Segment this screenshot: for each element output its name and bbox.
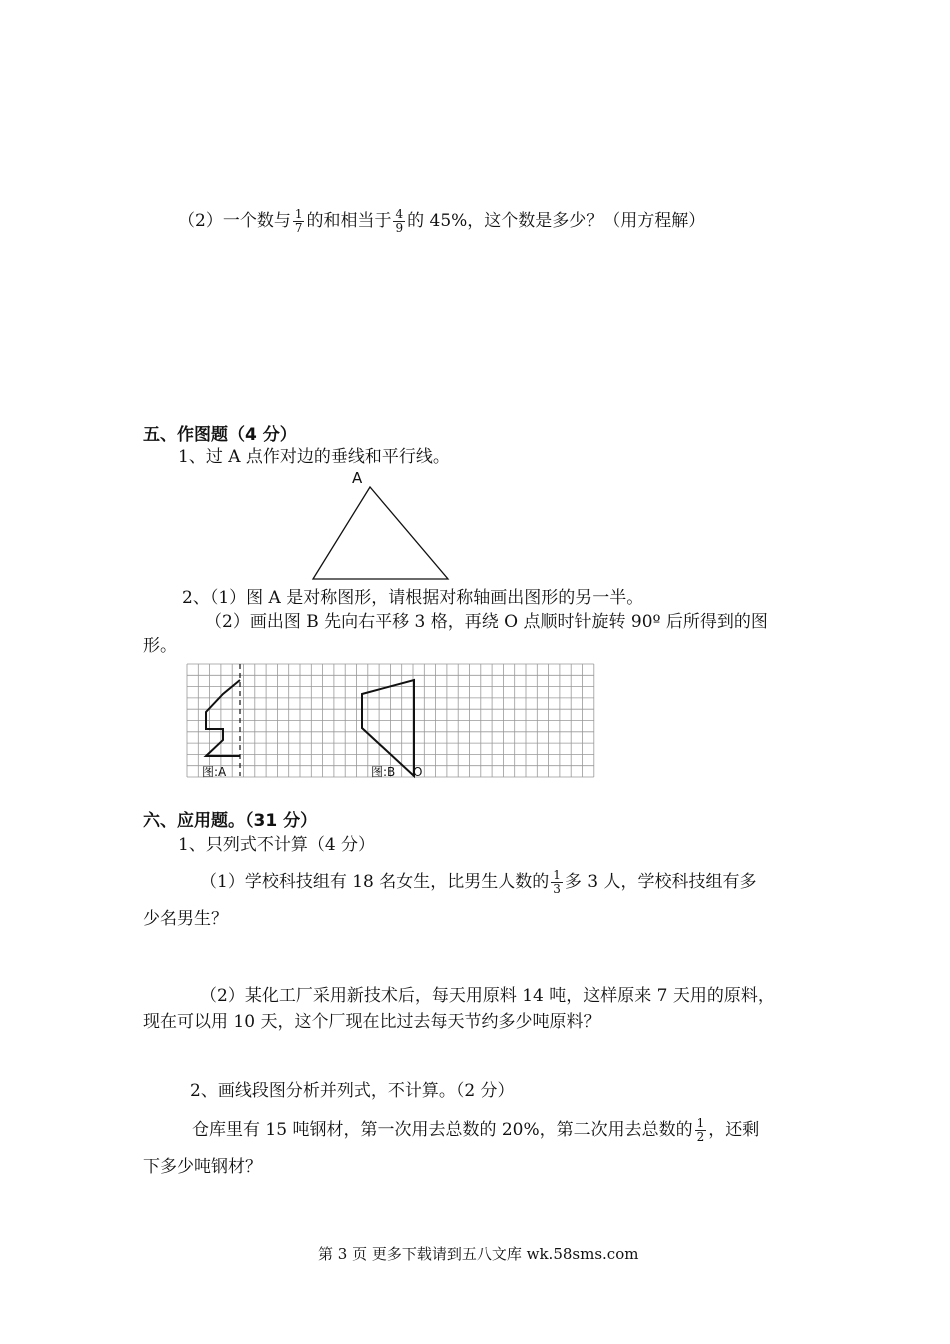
equation-question-part1: （2）一个数与 <box>178 211 291 231</box>
section5-question2-line1: 2、（1）图 A 是对称图形，请根据对称轴画出图形的另一半。 <box>182 588 644 608</box>
fraction-one-third: $\frac{1}{3}$ <box>553 868 561 896</box>
point-o-label: O <box>413 765 423 779</box>
section5-question1: 1、过 A 点作对边的垂线和平行线。 <box>178 447 450 467</box>
problem3-line1 <box>192 1117 759 1144</box>
problem1-line2: 少名男生？ <box>143 909 228 929</box>
triangle-figure <box>0 465 950 605</box>
section5-title: 五、作图题（4 分） <box>143 425 297 445</box>
fraction-four-ninths: $\frac{4}{9}$ <box>395 207 404 235</box>
grid-figure <box>180 660 600 780</box>
figure-b-label: 图:B <box>371 765 396 779</box>
triangle <box>313 487 448 579</box>
section6-sub1: 1、只列式不计算（4 分） <box>178 835 376 855</box>
problem3-part2: ，还剩 <box>708 1120 760 1140</box>
equation-question <box>178 208 705 235</box>
figure-a-shape <box>206 680 240 756</box>
section6-title: 六、应用题。（31 分） <box>143 811 318 831</box>
problem1-part1: （1）学校科技组有 18 名女生，比男生人数的 <box>200 872 550 892</box>
problem1-line1 <box>200 869 757 896</box>
problem2-line1: （2）某化工厂采用新技术后，每天用原料 14 吨，这样原来 7 天用的原料， <box>200 986 775 1006</box>
page-footer: 第 3 页 更多下载请到五八文库 wk.58sms.com <box>318 1245 639 1263</box>
grid-lines <box>187 664 594 777</box>
problem1-part2: 多 3 人，学校科技组有多 <box>564 872 757 892</box>
fraction-one-half: $\frac{1}{2}$ <box>696 1116 705 1144</box>
problem3-part1: 仓库里有 15 吨钢材，第一次用去总数的 20%，第二次用去总数的 <box>192 1120 693 1140</box>
figure-b-shape <box>362 680 414 776</box>
problem2-line2: 现在可以用 10 天，这个厂现在比过去每天节约多少吨原料？ <box>143 1012 601 1032</box>
section5-question2-line3: 形。 <box>143 636 177 656</box>
section5-question2-line2: （2）画出图 B 先向右平移 3 格，再绕 O 点顺时针旋转 90º 后所得到的图 <box>205 612 768 632</box>
triangle-vertex-label: A <box>352 469 363 487</box>
equation-question-part3: 的 45%，这个数是多少？（用方程解） <box>407 211 706 231</box>
fraction-one-seventh: $\frac{1}{7}$ <box>294 207 303 235</box>
figure-a-label: 图:A <box>202 765 227 779</box>
problem3-line2: 下多少吨钢材？ <box>143 1157 262 1177</box>
section6-sub2: 2、画线段图分析并列式，不计算。（2 分） <box>190 1081 515 1101</box>
equation-question-part2: 的和相当于 <box>306 211 392 231</box>
